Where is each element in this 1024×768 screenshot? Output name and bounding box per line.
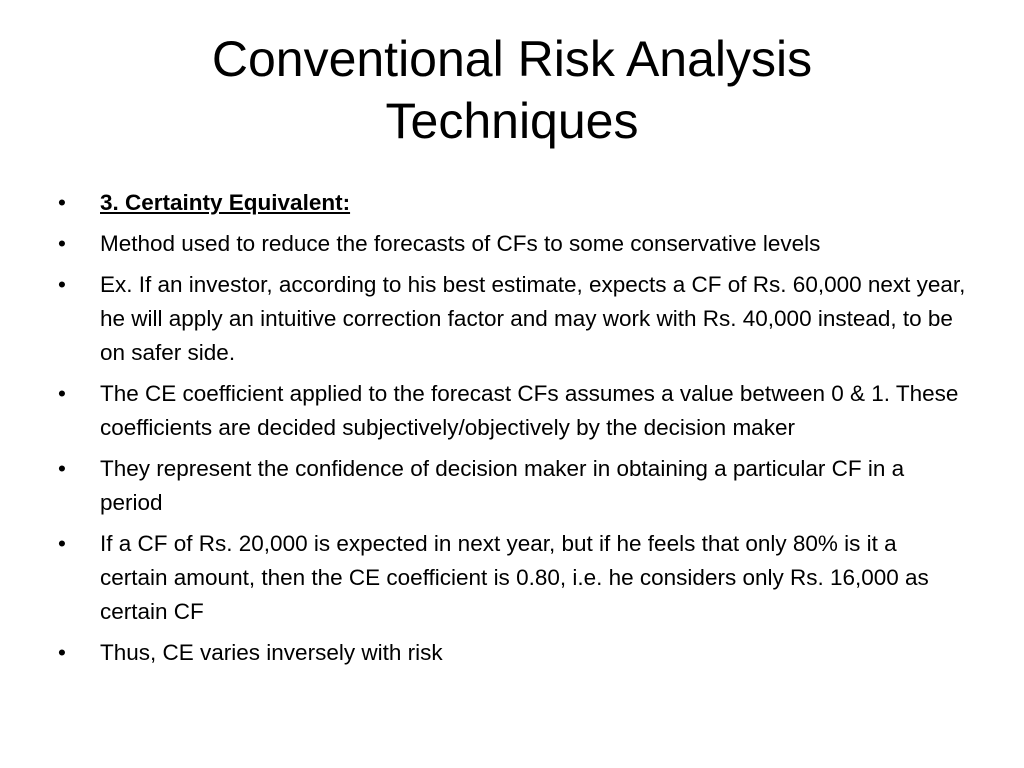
- slide-title-line-1: Conventional Risk Analysis: [211, 31, 813, 87]
- bullet-text: They represent the confidence of decision maker in obtaining a particular CF in a period: [100, 456, 905, 515]
- bullet-marker: •: [58, 456, 66, 481]
- bullet-marker: •: [58, 272, 66, 297]
- bullet-item: [58, 227, 970, 261]
- bullet-item: [58, 377, 970, 445]
- bullet-text: Thus, CE varies inversely with risk: [100, 640, 443, 665]
- bullet-text: Method used to reduce the forecasts of CFs to some conservative levels: [100, 231, 821, 256]
- bullet-list: [58, 186, 970, 677]
- bullet-item: [58, 452, 970, 520]
- bullet-marker: •: [58, 381, 66, 406]
- bullet-marker: •: [58, 190, 66, 215]
- bullet-item: [58, 268, 970, 370]
- bullet-item: [58, 636, 970, 670]
- bullet-text: Ex. If an investor, according to his best estimate, expects a CF of Rs. 60,000 next year, he will apply an intuitive correction factor and may work with Rs. 40,000 instead, to be on safer side.: [100, 272, 966, 365]
- bullet-item: [58, 527, 970, 629]
- section-heading: 3. Certainty Equivalent:: [100, 190, 351, 215]
- slide-title-line-2: Techniques: [385, 93, 639, 149]
- bullet-marker: •: [58, 640, 66, 665]
- slide-title: [60, 28, 964, 152]
- bullet-text: The CE coefficient applied to the forecast CFs assumes a value between 0 & 1. These coefficients are decided subjectively/objectively by the decision maker: [100, 381, 959, 440]
- bullet-text: If a CF of Rs. 20,000 is expected in next year, but if he feels that only 80% is it a certain amount, then the CE coefficient is 0.80, i.e. he considers only Rs. 16,000 as certain CF: [100, 531, 929, 624]
- bullet-item-heading: [58, 186, 970, 220]
- bullet-marker: •: [58, 231, 66, 256]
- bullet-marker: •: [58, 531, 66, 556]
